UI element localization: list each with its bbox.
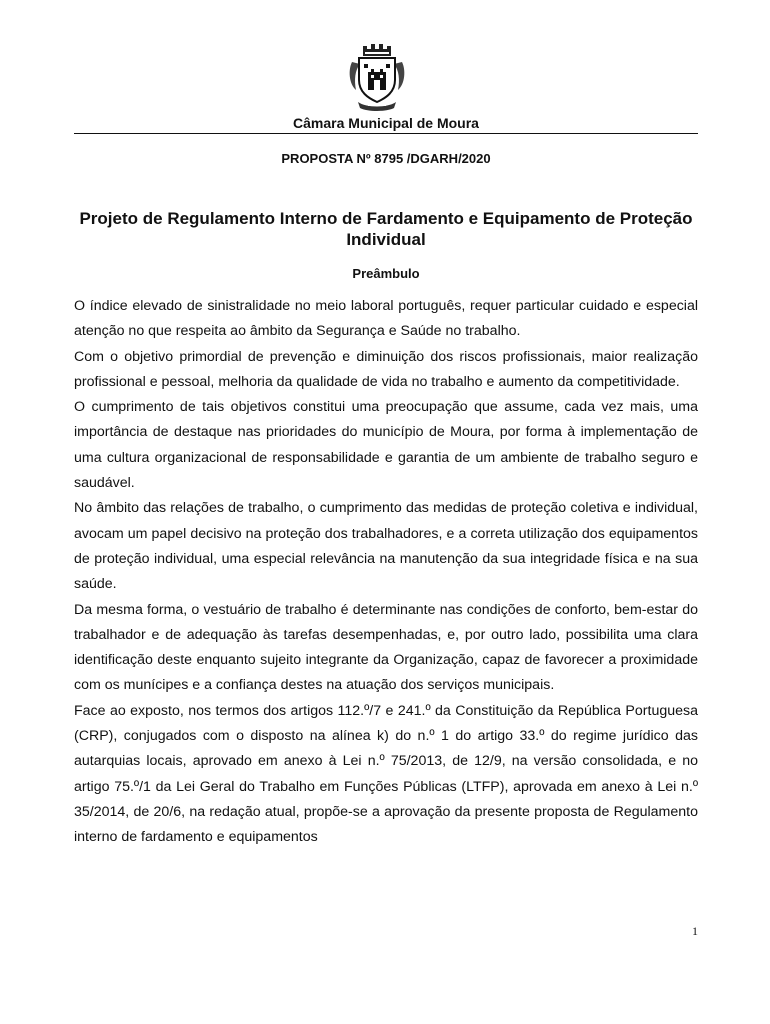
section-title: Preâmbulo [352,266,420,281]
body-paragraph: Da mesma forma, o vestuário de trabalho é determinante nas condições de conforto, bem-estar do trabalhador e de adequação às tarefas desempenhadas, e, por outro lado, possibilita uma clara identificação deste enquanto sujeito integrante da Organização, capaz de favorecer a proximidade com os munícipes e a confiança destes na atuação dos serviços municipais. [74,601,698,694]
institution-name: Câmara Municipal de Moura [293,115,479,131]
body-paragraph: Com o objetivo primordial de prevenção e diminuição dos riscos profissionais, maior realização profissional e pessoal, melhoria da qualidade de vida no trabalho e aumento da competitividade. [74,348,698,390]
body-paragraph: O cumprimento de tais objetivos constitui uma preocupação que assume, cada vez mais, uma importância de destaque nas prioridades do município de Moura, por forma à implementação de uma cultura organizacional de responsabilidade e garantia de um ambiente de trabalho seguro e saudável. [74,399,698,492]
municipal-coat-of-arms-icon [346,40,408,112]
document-body [74,294,698,851]
body-paragraph: Face ao exposto, nos termos dos artigos 112.º/7 e 241.º da Constituição da República Portuguesa (CRP), conjugados com o disposto na alínea k) do n.º 1 do artigo 33.º do regime jurídico das autarquias locais, aprovado em anexo à Lei n.º 75/2013, de 12/9, na versão consolidada, e no artigo 75.º/1 da Lei Geral do Trabalho em Funções Públicas (LTFP), aprovada em anexo à Lei n.º 35/2014, de 20/6, na redação atual, propõe-se a aprovação da presente proposta de Regulamento interno de fardamento e equipamentos [74,702,698,846]
document-title: Projeto de Regulamento Interno de Fardamento e Equipamento de Proteção Individual [79,209,693,249]
page-number: 1 [692,924,698,938]
body-paragraph: No âmbito das relações de trabalho, o cumprimento das medidas de proteção coletiva e individual, avocam um papel decisivo na proteção dos trabalhadores, e a correta utilização dos equipamentos de proteção individual, uma especial relevância na manutenção da sua integridade física e na sua saúde. [74,500,698,593]
header-divider [74,133,698,134]
body-paragraph: O índice elevado de sinistralidade no meio laboral português, requer particular cuidado e especial atenção no que respeita ao âmbito da Segurança e Saúde no trabalho. [74,298,698,340]
proposal-number: PROPOSTA Nº 8795 /DGARH/2020 [281,151,491,166]
